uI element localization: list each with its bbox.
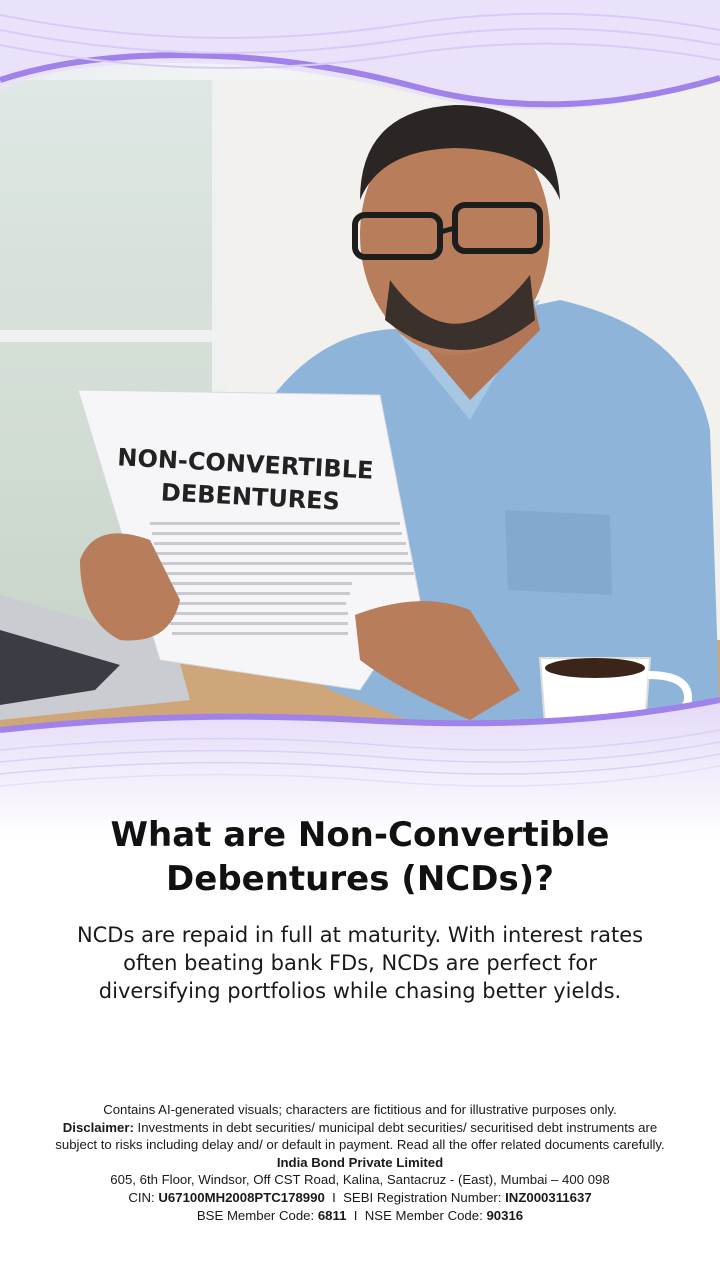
description-line-3: diversifying portfolios while chasing better yields. xyxy=(98,979,622,1003)
cin-value: U67100MH2008PTC178990 xyxy=(158,1189,325,1205)
disclaimer-line-2: subject to risks including delay and/ or default in payment. Read all the offer related documents carefully. xyxy=(55,1137,665,1153)
bse-label: BSE Member Code: xyxy=(196,1207,318,1223)
separator-2: I xyxy=(346,1207,365,1223)
description xyxy=(40,921,680,1005)
legal-footer xyxy=(16,1101,704,1224)
nse-label: NSE Member Code: xyxy=(364,1207,487,1223)
page-title xyxy=(40,813,680,901)
company-name xyxy=(16,1154,704,1172)
sebi-label: SEBI Registration Number: xyxy=(343,1189,506,1205)
title-line-2: Debentures (NCDs)? xyxy=(166,859,554,899)
description-line-1: NCDs are repaid in full at maturity. With interest rates xyxy=(76,923,644,947)
cin-label: CIN: xyxy=(128,1189,159,1205)
description-line-2: often beating bank FDs, NCDs are perfect for xyxy=(123,951,597,975)
document-heading-line2: DEBENTURES xyxy=(160,478,341,516)
coffee xyxy=(545,658,645,678)
member-codes-line xyxy=(16,1207,704,1225)
title-line-1: What are Non-Convertible xyxy=(110,815,610,855)
ai-notice: Contains AI-generated visuals; characters are fictitious and for illustrative purposes only. xyxy=(103,1102,617,1117)
top-wave-decoration xyxy=(0,0,720,130)
disclaimer-line-1 xyxy=(16,1119,704,1137)
document-heading-line1: NON-CONVERTIBLE xyxy=(116,443,375,485)
shirt-pocket xyxy=(505,510,612,595)
disclaimer-label: Disclaimer: xyxy=(62,1119,134,1135)
sebi-value: INZ000311637 xyxy=(505,1189,592,1205)
company-address: 605, 6th Floor, Windsor, Off CST Road, Kalina, Santacruz - (East), Mumbai – 400 098 xyxy=(110,1172,610,1188)
bse-value: 6811 xyxy=(317,1207,347,1223)
company-name-text: India Bond Private Limited xyxy=(276,1154,444,1170)
separator: I xyxy=(324,1189,344,1205)
nse-value: 90316 xyxy=(486,1207,524,1223)
disclaimer-text-1: Investments in debt securities/ municipal debt securities/ securitised debt instruments are xyxy=(133,1119,658,1135)
registration-line xyxy=(16,1189,704,1207)
